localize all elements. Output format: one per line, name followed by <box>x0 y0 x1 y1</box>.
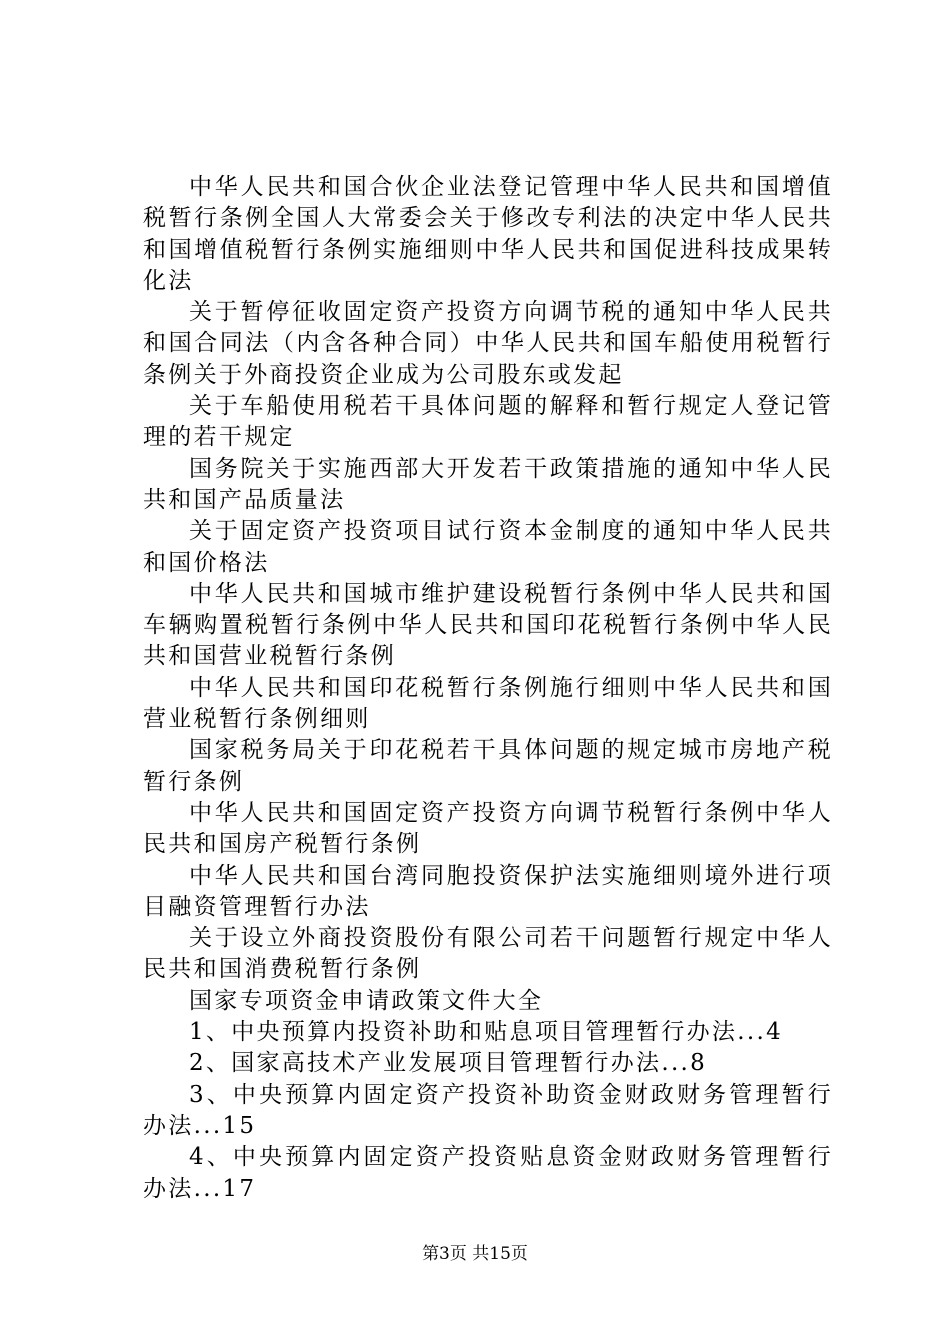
page-number-footer: 第3页 共15页 <box>422 1244 528 1264</box>
paragraph: 中华人民共和国合伙企业法登记管理中华人民共和国增值税暂行条例全国人大常委会关于修改专利法的决定中华人民共和国增值税暂行条例实施细则中华人民共和国促进科技成果转化法 <box>143 174 833 294</box>
paragraph: 中华人民共和国固定资产投资方向调节税暂行条例中华人民共和国房产税暂行条例 <box>143 799 833 858</box>
paragraph: 关于固定资产投资项目试行资本金制度的通知中华人民共和国价格法 <box>143 518 833 576</box>
toc-item: 1、中央预算内投资补助和贴息项目管理暂行办法...4 <box>189 1019 783 1046</box>
paragraph: 国家税务局关于印花税若干具体问题的规定城市房地产税暂行条例 <box>143 737 833 795</box>
document-body <box>143 172 833 1205</box>
paragraph: 关于设立外商投资股份有限公司若干问题暂行规定中华人民共和国消费税暂行条例 <box>143 925 833 983</box>
paragraph: 中华人民共和国台湾同胞投资保护法实施细则境外进行项目融资管理暂行办法 <box>143 862 833 920</box>
toc-item: 3、中央预算内固定资产投资补助资金财政财务管理暂行办法...15 <box>143 1081 833 1139</box>
section-heading: 国家专项资金申请政策文件大全 <box>189 987 544 1014</box>
paragraph: 中华人民共和国城市维护建设税暂行条例中华人民共和国车辆购置税暂行条例中华人民共和国印花税暂行条例中华人民共和国营业税暂行条例 <box>143 580 833 670</box>
paragraph: 国务院关于实施西部大开发若干政策措施的通知中华人民共和国产品质量法 <box>143 455 833 513</box>
paragraph: 关于车船使用税若干具体问题的解释和暂行规定人登记管理的若干规定 <box>143 393 833 451</box>
toc-item: 4、中央预算内固定资产投资贴息资金财政财务管理暂行办法...17 <box>143 1144 833 1202</box>
toc-item: 2、国家高技术产业发展项目管理暂行办法...8 <box>189 1050 708 1077</box>
paragraph: 关于暂停征收固定资产投资方向调节税的通知中华人民共和国合同法（内含各种合同）中华人民共和国车船使用税暂行条例关于外商投资企业成为公司股东或发起 <box>143 299 833 388</box>
paragraph: 中华人民共和国印花税暂行条例施行细则中华人民共和国营业税暂行条例细则 <box>143 674 833 733</box>
